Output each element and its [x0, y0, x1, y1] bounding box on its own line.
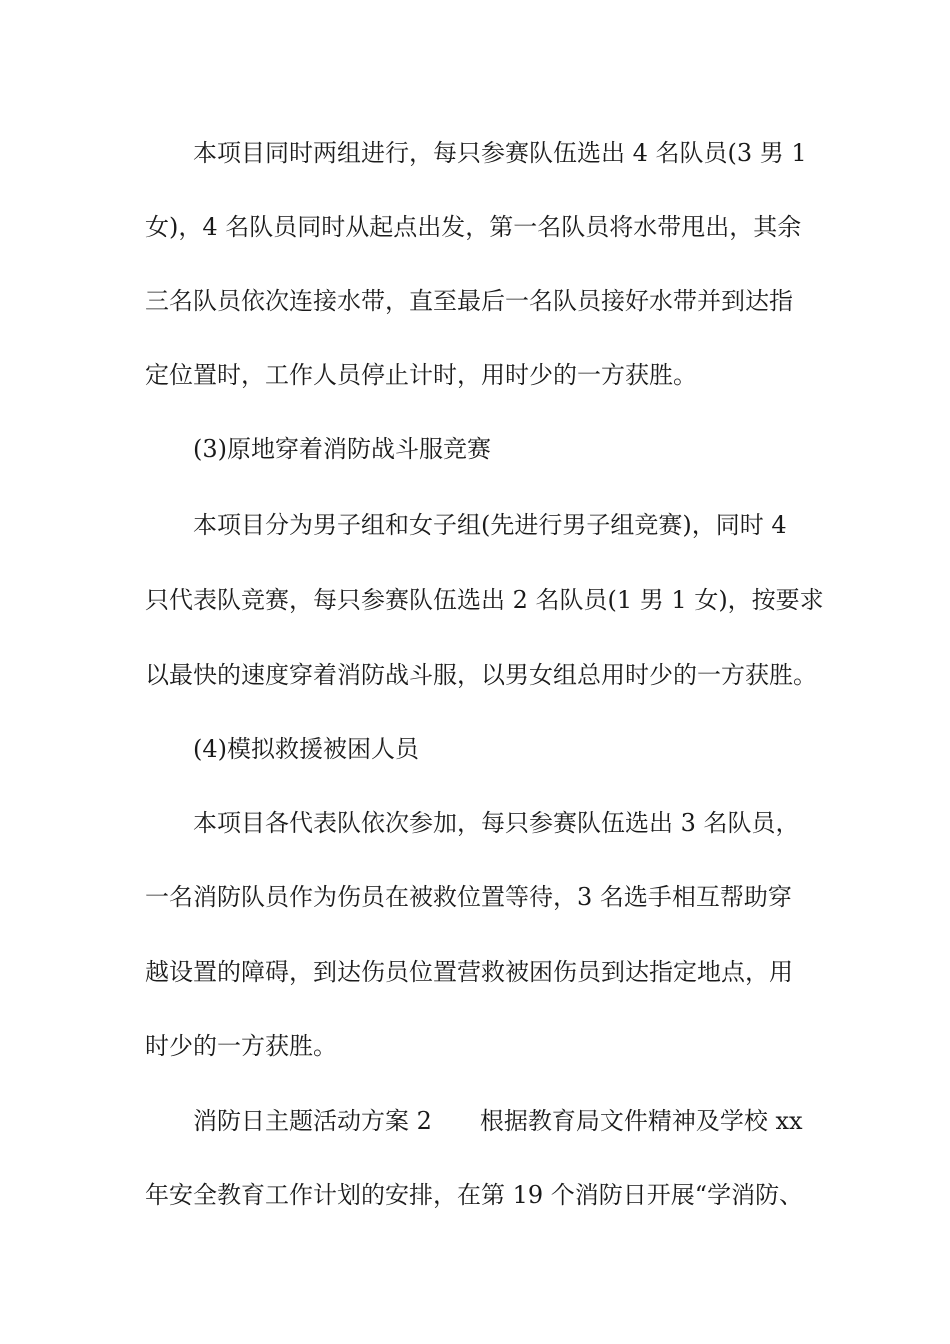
paragraph-line: 本项目各代表队依次参加，每只参赛队伍选出 3 名队员， — [193, 809, 800, 837]
paragraph-line: 只代表队竞赛，每只参赛队伍选出 2 名队员(1 男 1 女)，按要求 — [145, 586, 824, 614]
paragraph-line: 一名消防队员作为伤员在被救位置等待，3 名选手相互帮助穿 — [145, 883, 792, 911]
paragraph-line: 年安全教育工作计划的安排，在第 19 个消防日开展“学消防、 — [145, 1181, 804, 1209]
paragraph-line: 越设置的障碍，到达伤员位置营救被困伤员到达指定地点，用 — [145, 958, 793, 986]
paragraph-line: 本项目分为男子组和女子组(先进行男子组竞赛)，同时 4 — [193, 511, 787, 539]
paragraph-line: 定位置时，工作人员停止计时，用时少的一方获胜。 — [145, 361, 697, 389]
section-heading: (4)模拟救援被困人员 — [193, 735, 419, 763]
section-heading: (3)原地穿着消防战斗服竞赛 — [193, 435, 491, 463]
paragraph-line: 时少的一方获胜。 — [145, 1032, 337, 1060]
paragraph-line: 三名队员依次连接水带，直至最后一名队员接好水带并到达指 — [145, 287, 793, 315]
paragraph-line: 女)，4 名队员同时从起点出发，第一名队员将水带甩出，其余 — [145, 213, 802, 241]
paragraph-line: 以最快的速度穿着消防战斗服，以男女组总用时少的一方获胜。 — [145, 661, 817, 689]
paragraph-line: 本项目同时两组进行，每只参赛队伍选出 4 名队员(3 男 1 — [193, 139, 807, 167]
paragraph-line: 消防日主题活动方案 2 根据教育局文件精神及学校 xx — [193, 1107, 803, 1135]
